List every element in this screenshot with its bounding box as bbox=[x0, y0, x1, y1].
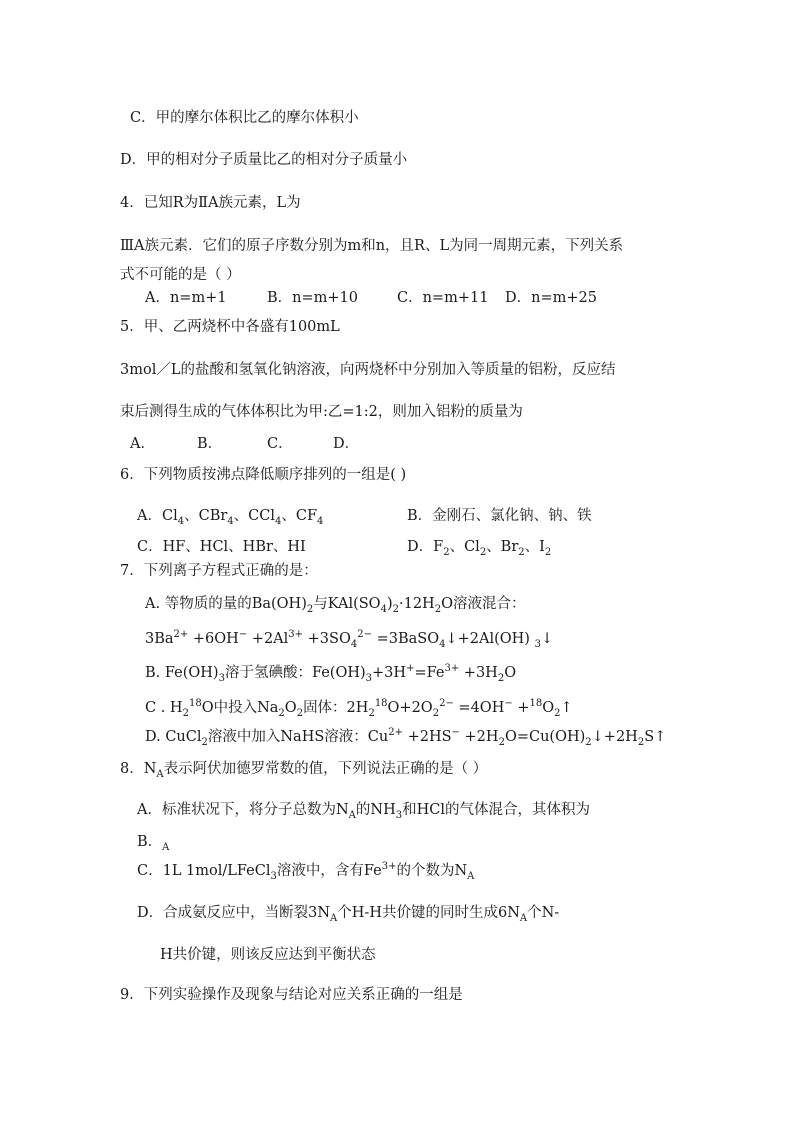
q5-option-d: D． bbox=[333, 436, 360, 452]
q7-option-c: C . $H_2^{18}O$中投入$Na_2O_2$固体：$2H_2^{18}O+2O_2^{2-} =4OH^-$ $+^{18}O_2↑$ bbox=[145, 698, 573, 719]
q8-option-c: C．1L 1mol/LFeCl$_3$溶液中，含有$Fe^{3+}$的个数为$N_A$ bbox=[137, 861, 475, 882]
q5-stem-line3: 束后测得生成的气体体积比为甲:乙=1:2，则加入铝粉的质量为 bbox=[120, 404, 523, 420]
q3-option-c: C．甲的摩尔体积比乙的摩尔体积小 bbox=[130, 110, 359, 126]
q4-stem-line3: 式不可能的是（ ） bbox=[120, 267, 241, 283]
q8-option-d: D．合成氨反应中，当断裂$3N_A$个H-H共价键的同时生成$6N_A$个N- bbox=[137, 905, 560, 924]
q6-option-b: B．金刚石、氯化钠、钠、铁 bbox=[407, 508, 592, 524]
q5-option-a: A． bbox=[130, 436, 155, 452]
q4-option-c: C．n=m+11 bbox=[397, 290, 489, 306]
q3-option-d: D．甲的相对分子质量比乙的相对分子质量小 bbox=[120, 152, 408, 168]
q6-option-c: C．HF、HCl、HBr、HI bbox=[137, 539, 306, 555]
q4-option-b: B．n=m+10 bbox=[267, 290, 358, 306]
q8-stem: 8．$N_A$表示阿伏加德罗常数的值，下列说法正确的是（ ） bbox=[120, 761, 488, 780]
q9-stem: 9．下列实验操作及现象与结论对应关系正确的一组是 bbox=[120, 987, 463, 1003]
q5-option-c: C． bbox=[267, 436, 293, 452]
q8-option-d-line2: H共价键，则该反应达到平衡状态 bbox=[160, 947, 376, 963]
q4-stem-line1: 4．已知R为ⅡA族元素，L为 bbox=[120, 195, 301, 211]
q4-option-d: D．n=m+25 bbox=[505, 290, 597, 306]
q4-option-a: A．n=m+1 bbox=[145, 290, 227, 306]
q6-option-d: D．$F_2$、$Cl_2$、$Br_2$、$I_2$ bbox=[407, 539, 552, 558]
q7-option-a-equation: $3Ba^{2+} +6OH^- +2Al^{3+} +3SO_4^{2-}$ =3BaSO$_4$↓+2Al(OH) $_3$↓ bbox=[145, 629, 554, 650]
q7-option-a: A. 等物质的量的$Ba(OH)_2$与$KAl(SO_4)_2\cdot 12H_2O$溶液混合： bbox=[145, 596, 526, 615]
q8-option-a: A．标准状况下，将分子总数为$N_A$的$NH_3$和HCl的气体混合，其体积为 bbox=[137, 802, 591, 821]
q8-option-b: B．$_A$ bbox=[137, 834, 170, 853]
q5-option-b: B． bbox=[197, 436, 223, 452]
q5-stem-line2: 3mol／L的盐酸和氢氧化钠溶液，向两烧杯中分别加入等质量的铝粉，反应结 bbox=[120, 362, 616, 378]
q4-stem-line2: ⅢA族元素．它们的原子序数分别为m和n，且R、L为同一周期元素，下列关系 bbox=[120, 238, 624, 254]
q7-option-d: D. CuCl$_2$溶液中加入NaHS溶液：$Cu^{2+} +2HS^-$ $+2H_2O=Cu(OH)_2↓+2H_2S↑$ bbox=[145, 727, 667, 748]
q6-stem: 6．下列物质按沸点降低顺序排列的一组是( ) bbox=[120, 467, 407, 483]
q7-stem: 7．下列离子方程式正确的是： bbox=[120, 563, 318, 579]
q7-option-b: B. $Fe(OH)_3$溶于氢碘酸：$Fe(OH)_3+3H^+=Fe^{3+} +3H_2O$ bbox=[145, 663, 517, 684]
q6-option-a: A．$Cl_4$、CBr$_4$、CCl$_4$、$CF_4$ bbox=[137, 508, 324, 527]
q5-stem-line1: 5．甲、乙两烧杯中各盛有100mL bbox=[120, 319, 340, 335]
